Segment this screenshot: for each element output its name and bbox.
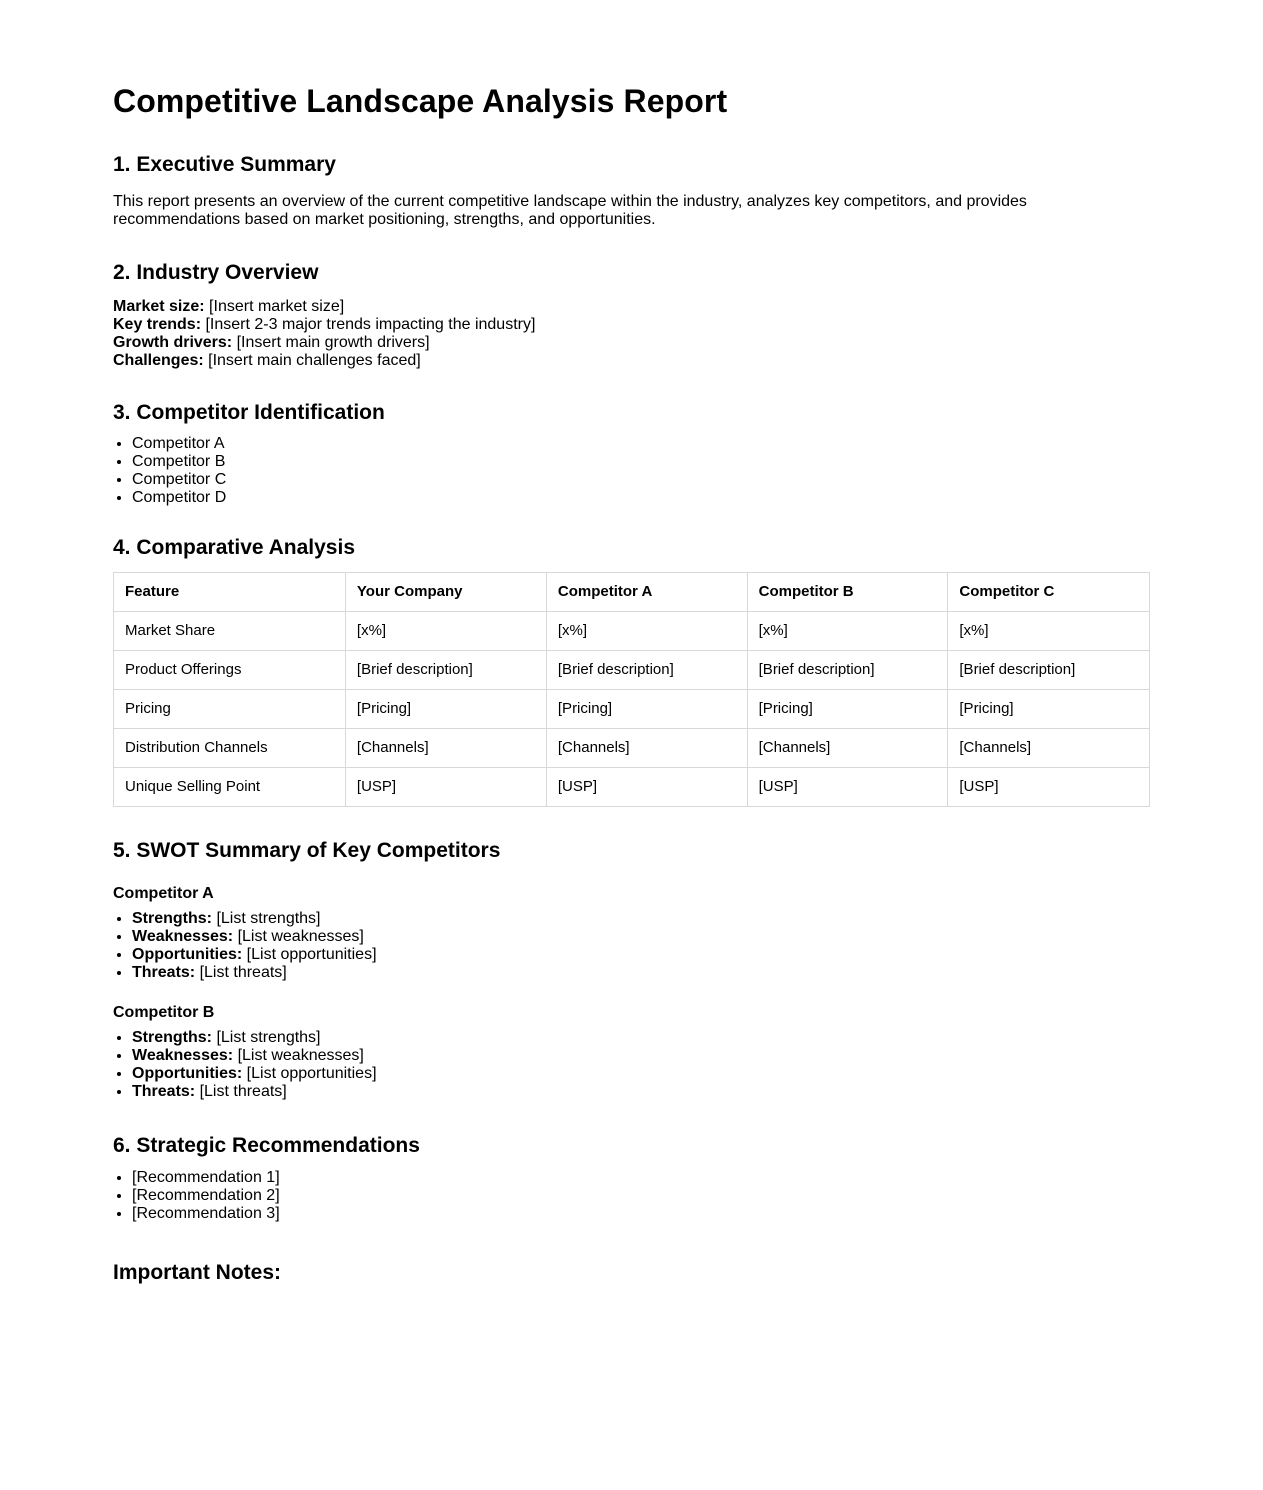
overview-line: [113, 316, 1150, 334]
table-cell: [USP]: [345, 768, 546, 807]
table-cell: Product Offerings: [114, 651, 346, 690]
table-cell: [Brief description]: [747, 651, 948, 690]
section-swot: [113, 839, 1150, 1101]
table-cell: [Brief description]: [948, 651, 1150, 690]
overview-value: [Insert main challenges faced]: [208, 352, 421, 369]
swot-label: Weaknesses:: [132, 928, 234, 945]
swot-list: [113, 1029, 1150, 1101]
swot-competitor-name: Competitor B: [113, 1004, 215, 1021]
overview-value: [Insert 2-3 major trends impacting the industry]: [205, 316, 536, 333]
swot-value: [List opportunities]: [246, 1065, 377, 1082]
list-item: • [Recommendation 1]: [132, 1169, 1150, 1187]
list-item: • [Recommendation 2]: [132, 1187, 1150, 1205]
swot-value: [List weaknesses]: [237, 928, 364, 945]
list-item: [132, 946, 1150, 964]
competitor-list: [113, 435, 1150, 507]
section-executive-summary: [113, 153, 1150, 229]
section-heading: 6. Strategic Recommendations: [113, 1134, 420, 1157]
list-item: • Competitor D: [132, 489, 1150, 507]
comparison-table: [113, 572, 1150, 807]
overview-label: Key trends:: [113, 316, 202, 333]
section-heading: 1. Executive Summary: [113, 153, 336, 176]
swot-label: Opportunities:: [132, 946, 243, 963]
table-row: [114, 651, 1150, 690]
section-heading: 4. Comparative Analysis: [113, 536, 355, 559]
section-heading: 5. SWOT Summary of Key Competitors: [113, 839, 501, 862]
list-item: [132, 964, 1150, 982]
swot-value: [List strengths]: [216, 1029, 321, 1046]
swot-value: [List weaknesses]: [237, 1047, 364, 1064]
overview-value: [Insert market size]: [209, 298, 345, 315]
swot-label: Weaknesses:: [132, 1047, 234, 1064]
section-important-notes: [113, 1261, 1150, 1285]
table-cell: [Brief description]: [546, 651, 747, 690]
section-strategic-recommendations: [113, 1134, 1150, 1223]
table-cell: [Brief description]: [345, 651, 546, 690]
list-item: [132, 1029, 1150, 1047]
table-cell: [x%]: [747, 612, 948, 651]
swot-value: [List threats]: [199, 1083, 287, 1100]
list-item: [132, 1065, 1150, 1083]
column-header: Your Company: [345, 573, 546, 612]
table-cell: [USP]: [747, 768, 948, 807]
swot-list: [113, 910, 1150, 982]
table-cell: [x%]: [345, 612, 546, 651]
swot-value: [List strengths]: [216, 910, 321, 927]
table-cell: [Channels]: [948, 729, 1150, 768]
report-title: Competitive Landscape Analysis Report: [113, 83, 728, 119]
column-header: Competitor A: [546, 573, 747, 612]
table-cell: [Pricing]: [345, 690, 546, 729]
list-item: [132, 928, 1150, 946]
section-heading: Important Notes:: [113, 1261, 281, 1284]
overview-line: [113, 298, 1150, 316]
table-cell: [USP]: [948, 768, 1150, 807]
table-row: [114, 729, 1150, 768]
table-row: [114, 690, 1150, 729]
table-cell: Pricing: [114, 690, 346, 729]
table-cell: [Pricing]: [747, 690, 948, 729]
table-header-row: [114, 573, 1150, 612]
overview-label: Challenges:: [113, 352, 204, 369]
table-cell: Distribution Channels: [114, 729, 346, 768]
section-heading: 3. Competitor Identification: [113, 401, 385, 424]
overview-line: [113, 352, 1150, 370]
section-comparative-analysis: [113, 536, 1150, 807]
overview-line: [113, 334, 1150, 352]
table-cell: [Pricing]: [546, 690, 747, 729]
section-industry-overview: [113, 261, 1150, 370]
list-item: • Competitor B: [132, 453, 1150, 471]
swot-label: Threats:: [132, 964, 196, 981]
column-header: Feature: [114, 573, 346, 612]
section-competitor-identification: [113, 401, 1150, 507]
column-header: Competitor B: [747, 573, 948, 612]
swot-value: [List threats]: [199, 964, 287, 981]
swot-value: [List opportunities]: [246, 946, 377, 963]
column-header: Competitor C: [948, 573, 1150, 612]
industry-overview-list: [113, 298, 1150, 370]
table-cell: Market Share: [114, 612, 346, 651]
table-cell: [Channels]: [747, 729, 948, 768]
section-heading: 2. Industry Overview: [113, 261, 319, 284]
list-item: [132, 1047, 1150, 1065]
list-item: • Competitor A: [132, 435, 1150, 453]
swot-label: Strengths:: [132, 1029, 212, 1046]
recommendation-list: [113, 1169, 1150, 1223]
table-cell: [Channels]: [345, 729, 546, 768]
list-item: [132, 1083, 1150, 1101]
table-cell: Unique Selling Point: [114, 768, 346, 807]
table-cell: [USP]: [546, 768, 747, 807]
table-row: [114, 612, 1150, 651]
list-item: • Competitor C: [132, 471, 1150, 489]
table-cell: [Pricing]: [948, 690, 1150, 729]
swot-competitor-name: Competitor A: [113, 885, 214, 902]
swot-label: Threats:: [132, 1083, 196, 1100]
table-row: [114, 768, 1150, 807]
table-cell: [x%]: [546, 612, 747, 651]
table-cell: [x%]: [948, 612, 1150, 651]
list-item: • [Recommendation 3]: [132, 1205, 1150, 1223]
list-item: [132, 910, 1150, 928]
swot-label: Opportunities:: [132, 1065, 243, 1082]
table-cell: [Channels]: [546, 729, 747, 768]
overview-value: [Insert main growth drivers]: [236, 334, 430, 351]
swot-label: Strengths:: [132, 910, 212, 927]
executive-summary-text: This report presents an overview of the current competitive landscape within the industry, analyzes key competitors, and provides recommendations based on market positioning, strengths, and opportunities.: [113, 193, 1027, 228]
overview-label: Growth drivers:: [113, 334, 233, 351]
overview-label: Market size:: [113, 298, 205, 315]
